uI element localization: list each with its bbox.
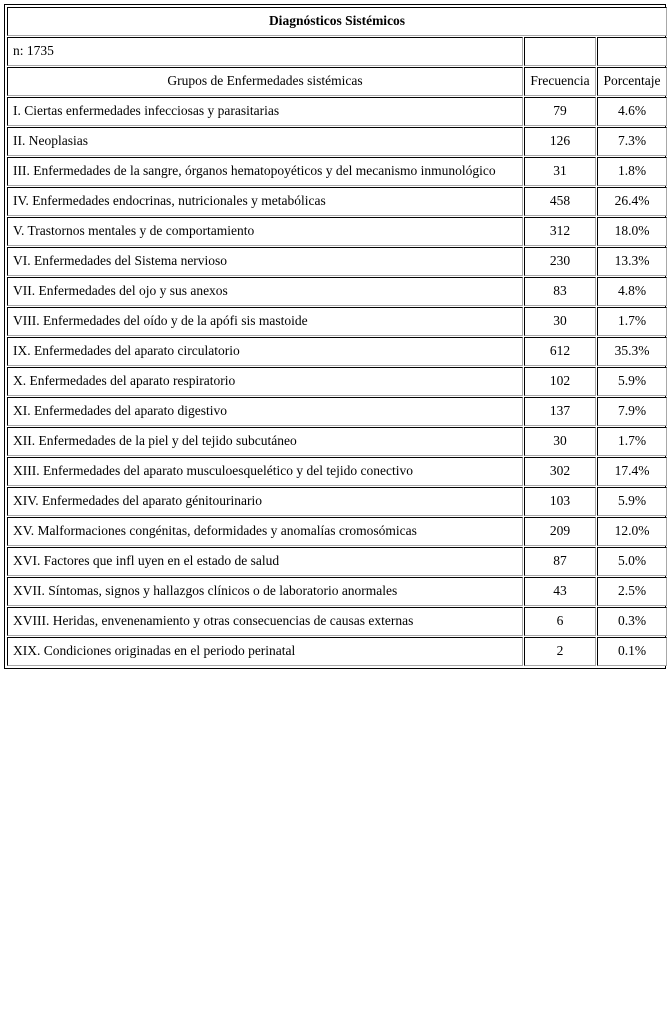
row-percentage-value: 26.4% [597, 187, 667, 216]
row-percentage-value: 1.8% [597, 157, 667, 186]
row-percentage-value: 2.5% [597, 577, 667, 606]
table-row [7, 337, 667, 366]
table-row [7, 307, 667, 336]
row-frequency-value: 126 [524, 127, 596, 156]
column-header-percentage: Porcentaje [597, 67, 667, 96]
row-percentage-value: 0.3% [597, 607, 667, 636]
table-row [7, 97, 667, 126]
row-group-label: XI. Enfermedades del aparato digestivo [7, 397, 523, 426]
table-row [7, 457, 667, 486]
table-row [7, 517, 667, 546]
row-percentage-value: 7.3% [597, 127, 667, 156]
row-group-label: XV. Malformaciones congénitas, deformidades y anomalías cromosómicas [7, 517, 523, 546]
row-frequency-value: 102 [524, 367, 596, 396]
row-frequency-value: 312 [524, 217, 596, 246]
row-frequency-value: 302 [524, 457, 596, 486]
row-frequency-value: 31 [524, 157, 596, 186]
table-row [7, 367, 667, 396]
row-frequency-value: 137 [524, 397, 596, 426]
row-frequency-value: 30 [524, 427, 596, 456]
row-frequency-value: 6 [524, 607, 596, 636]
column-header-row [7, 67, 667, 96]
row-group-label: XVII. Síntomas, signos y hallazgos clínicos o de laboratorio anormales [7, 577, 523, 606]
table-row [7, 547, 667, 576]
row-percentage-value: 5.0% [597, 547, 667, 576]
table-row [7, 487, 667, 516]
table-row [7, 217, 667, 246]
row-percentage-value: 4.6% [597, 97, 667, 126]
row-group-label: X. Enfermedades del aparato respiratorio [7, 367, 523, 396]
row-group-label: VII. Enfermedades del ojo y sus anexos [7, 277, 523, 306]
row-frequency-value: 103 [524, 487, 596, 516]
table-row [7, 427, 667, 456]
row-frequency-value: 2 [524, 637, 596, 666]
row-percentage-value: 5.9% [597, 487, 667, 516]
row-group-label: VIII. Enfermedades del oído y de la apófi sis mastoide [7, 307, 523, 336]
page-title: Diagnósticos Sistémicos [7, 7, 667, 36]
column-header-frequency: Frecuencia [524, 67, 596, 96]
row-group-label: IV. Enfermedades endocrinas, nutricionales y metabólicas [7, 187, 523, 216]
row-percentage-value: 17.4% [597, 457, 667, 486]
sample-size-label: n: 1735 [7, 37, 523, 66]
row-group-label: XII. Enfermedades de la piel y del tejido subcutáneo [7, 427, 523, 456]
row-frequency-value: 230 [524, 247, 596, 276]
row-frequency-value: 612 [524, 337, 596, 366]
table-row [7, 397, 667, 426]
title-row [7, 7, 667, 36]
row-percentage-value: 18.0% [597, 217, 667, 246]
row-percentage-value: 5.9% [597, 367, 667, 396]
diagnostics-table-frame [4, 4, 666, 669]
row-group-label: XIII. Enfermedades del aparato musculoesquelético y del tejido conectivo [7, 457, 523, 486]
row-group-label: XVI. Factores que infl uyen en el estado de salud [7, 547, 523, 576]
row-group-label: XIV. Enfermedades del aparato génitourinario [7, 487, 523, 516]
row-group-label: XVIII. Heridas, envenenamiento y otras consecuencias de causas externas [7, 607, 523, 636]
row-percentage-value: 1.7% [597, 427, 667, 456]
row-percentage-value: 35.3% [597, 337, 667, 366]
blank-cell-frequency [524, 37, 596, 66]
row-frequency-value: 458 [524, 187, 596, 216]
row-group-label: II. Neoplasias [7, 127, 523, 156]
blank-cell-percentage [597, 37, 667, 66]
table-row [7, 127, 667, 156]
table-row [7, 157, 667, 186]
table-body [7, 7, 667, 666]
table-row [7, 277, 667, 306]
row-frequency-value: 43 [524, 577, 596, 606]
table-row [7, 577, 667, 606]
column-header-group: Grupos de Enfermedades sistémicas [7, 67, 523, 96]
row-group-label: IX. Enfermedades del aparato circulatorio [7, 337, 523, 366]
row-percentage-value: 1.7% [597, 307, 667, 336]
row-group-label: I. Ciertas enfermedades infecciosas y parasitarias [7, 97, 523, 126]
row-group-label: XIX. Condiciones originadas en el periodo perinatal [7, 637, 523, 666]
row-percentage-value: 7.9% [597, 397, 667, 426]
row-percentage-value: 0.1% [597, 637, 667, 666]
sample-size-row [7, 37, 667, 66]
row-frequency-value: 83 [524, 277, 596, 306]
row-group-label: VI. Enfermedades del Sistema nervioso [7, 247, 523, 276]
table-row [7, 187, 667, 216]
row-group-label: III. Enfermedades de la sangre, órganos hematopoyéticos y del mecanismo inmunológico [7, 157, 523, 186]
row-percentage-value: 13.3% [597, 247, 667, 276]
table-row [7, 247, 667, 276]
table-row [7, 607, 667, 636]
row-frequency-value: 209 [524, 517, 596, 546]
row-frequency-value: 87 [524, 547, 596, 576]
row-frequency-value: 79 [524, 97, 596, 126]
row-group-label: V. Trastornos mentales y de comportamiento [7, 217, 523, 246]
row-percentage-value: 4.8% [597, 277, 667, 306]
row-percentage-value: 12.0% [597, 517, 667, 546]
row-frequency-value: 30 [524, 307, 596, 336]
table-row [7, 637, 667, 666]
systemic-diagnoses-table [6, 6, 668, 667]
